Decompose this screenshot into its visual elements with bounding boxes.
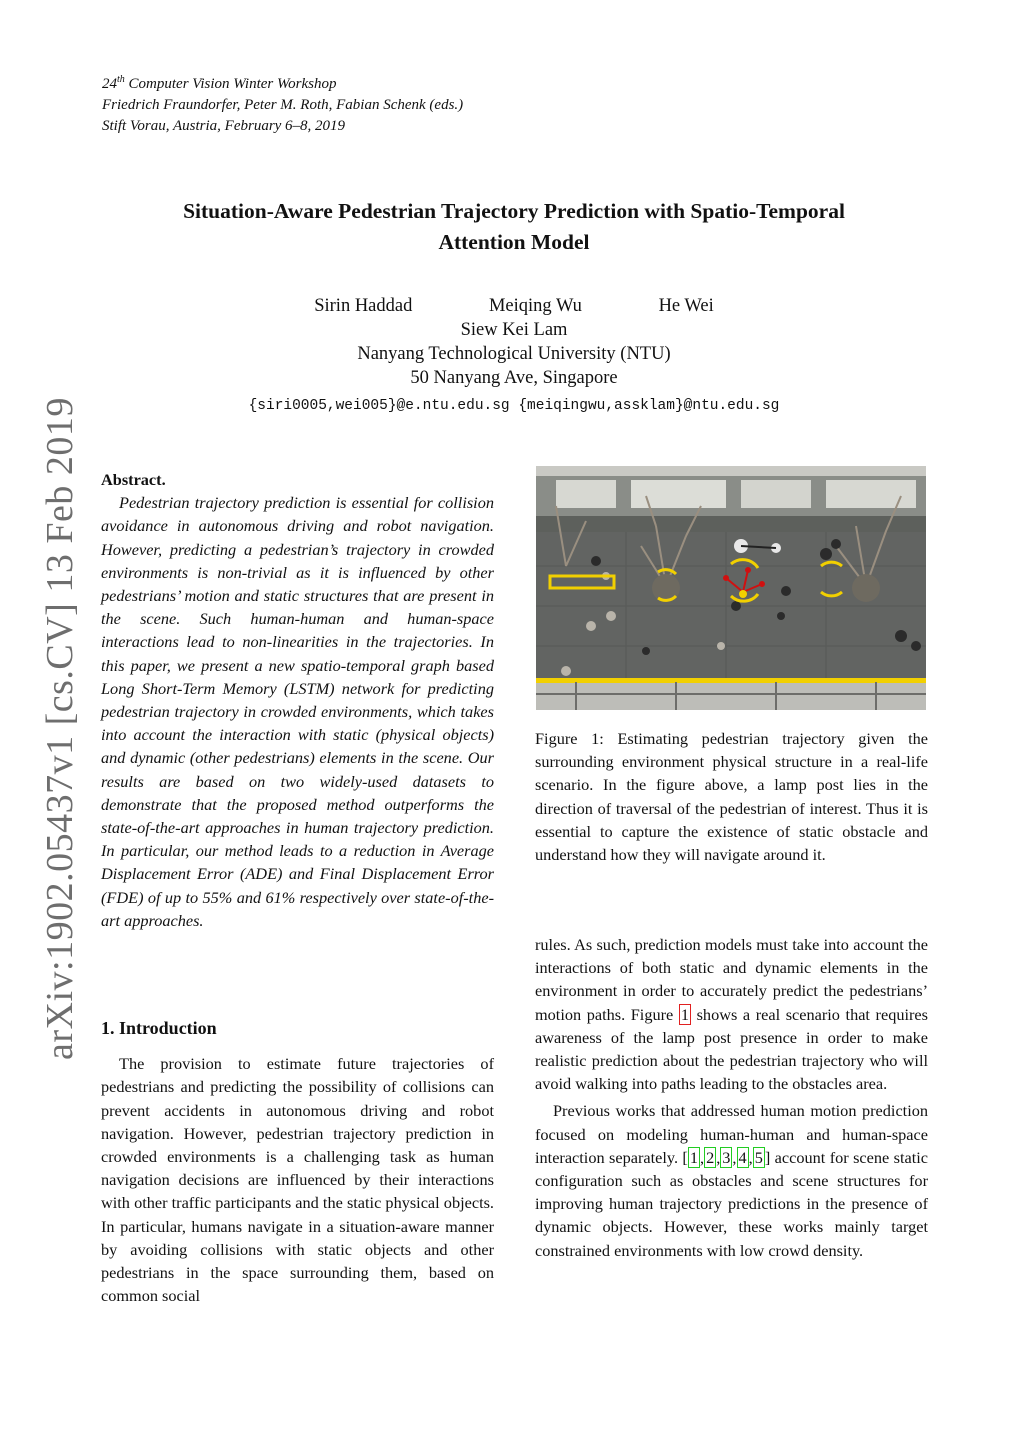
affiliation: Nanyang Technological University (NTU)	[357, 344, 671, 364]
paper-title: Situation-Aware Pedestrian Trajectory Prediction with Spatio-Temporal Attention Model	[183, 199, 845, 254]
section-heading: 1. Introduction	[101, 1018, 217, 1038]
author-name: Sirin Haddad	[314, 296, 413, 316]
emails: {siri0005,wei005}@e.ntu.edu.sg {meiqingwu,assklam}@ntu.edu.sg	[248, 398, 780, 414]
abstract	[101, 468, 494, 932]
location-line: Stift Vorau, Austria, February 6–8, 2019	[102, 118, 346, 134]
arxiv-stamp: arXiv:1902.05437v1 [cs.CV] 13 Feb 2019	[39, 397, 81, 1060]
workshop-header	[102, 74, 463, 137]
street-scene-illustration	[536, 466, 926, 710]
intro-paragraph: The provision to estimate future trajectories of pedestrians and predicting the possibility of collisions can prevent accidents in autonomous driving and robot navigation. However, pedestrian trajectory prediction in crowded environments is a challenging task as human navigation decisions are influenced by their interactions with other traffic participants and the static physical objects. In particular, humans navigate in a situation-aware manner by avoiding collisions with static objects and other pedestrians in the space surrounding them, based on common social	[101, 1054, 494, 1306]
figure-1-image	[536, 466, 926, 710]
citation-link[interactable]: 5	[754, 1147, 763, 1167]
editors-line: Friedrich Fraundorfer, Peter M. Roth, Fabian Schenk (eds.)	[102, 97, 464, 113]
citation-link[interactable]: 1	[689, 1147, 698, 1167]
workshop-line: 24th Computer Vision Winter Workshop	[102, 74, 337, 92]
author-name: He Wei	[658, 296, 714, 316]
introduction	[101, 1017, 494, 1307]
right-column-text	[535, 933, 928, 1262]
citation-link[interactable]: 3	[722, 1147, 731, 1167]
figure-reference-link[interactable]: 1	[680, 1004, 689, 1024]
citation-link[interactable]: 2	[706, 1147, 715, 1167]
address: 50 Nanyang Ave, Singapore	[410, 368, 618, 388]
abstract-heading: Abstract.	[101, 470, 166, 489]
paragraph: rules. As such, prediction models must take into account the interactions of both static and dynamic elements in the environment in order to accurately predict the pedestrians’ motion paths. Figure 1 shows a real scenario that requires awareness of the lamp post presence in order to make realistic prediction about the pedestrian trajectory who will avoid walking into paths leading to the obstacles area.	[535, 935, 928, 1094]
author-name: Meiqing Wu	[488, 296, 582, 316]
author-row	[100, 294, 928, 318]
abstract-text: Pedestrian trajectory prediction is essential for collision avoidance in autonomous driving and robot navigation. However, predicting a pedestrian’s trajectory in crowded environments is non-trivial as it is influenced by other pedestrians’ motion and static structures that are present in the scene. Such human-human and human-space interactions lead to non-linearities in the trajectories. In this paper, we present a new spatio-temporal graph based Long Short-Term Memory (LSTM) network for predicting pedestrian trajectory in crowded environments, which takes into account the interaction with static (physical objects) and dynamic (other pedestrians) elements in the scene. Our results are based on two widely-used datasets to demonstrate that the proposed method outperforms the state-of-the-art approaches in human trajectory prediction. In particular, our method leads to a reduction in Average Displacement Error (ADE) and Final Displacement Error (FDE) of up to 55% and 61% respectively over state-of-the-art approaches.	[101, 493, 494, 930]
paragraph: Previous works that addressed human motion prediction focused on modeling human-human and human-space interaction separately. [ 1 , 2 , 3 , 4 , 5 ] account for scene static configuration such as obstacles and scene structures for improving human trajectory predictions in the presence of dynamic objects. However, these works mainly target constrained environments with low crowd density.	[535, 1101, 928, 1260]
citation-link[interactable]: 4	[738, 1147, 747, 1167]
author-block	[100, 294, 928, 418]
figure-1-caption: Figure 1: Estimating pedestrian trajectory given the surrounding environment physical structure in a real-life scenario. In the figure above, a lamp post lies in the direction of traversal of the pedestrian of interest. Thus it is essential to capture the existence of static obstacle and understand how they will navigate around it.	[535, 729, 928, 865]
author-name: Siew Kei Lam	[460, 320, 568, 340]
